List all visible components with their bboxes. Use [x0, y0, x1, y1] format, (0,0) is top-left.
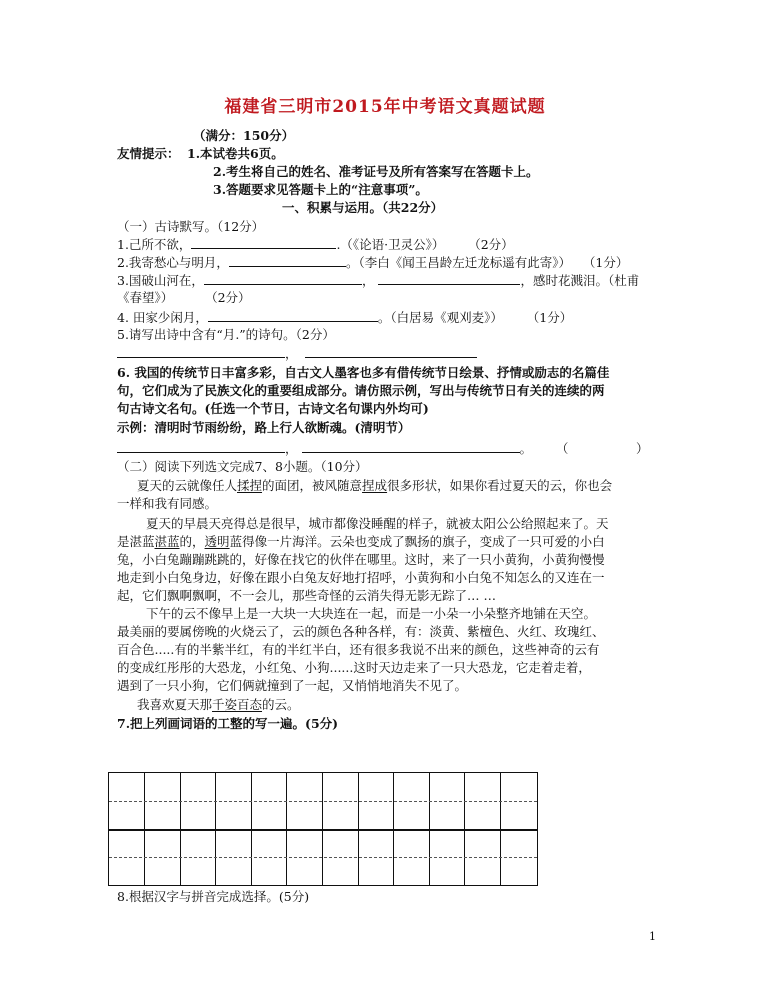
- passage-p2-line3: 兔，小白兔蹦蹦跳跳的，好像在找它的伙伴在哪里。这时，来了一只小黄狗，小黄狗慢慢: [117, 552, 605, 567]
- passage-p2-line5: 起，它们飘啊飘啊，不一会儿，那些奇怪的云消失得无影无踪了… …: [117, 588, 496, 603]
- question-3-cont: [117, 290, 251, 306]
- q6-festival-blank[interactable]: ）: [635, 441, 649, 456]
- passage-p2-line4: 地走到小白兔身边，好像在跟小白兔友好地打招呼，小黄狗和小白兔不知怎么的又连在一: [117, 570, 605, 585]
- q6-blank-2[interactable]: [302, 440, 520, 453]
- passage-p2-line2: 是湛蓝湛蓝的，透明蓝得像一片海洋。云朵也变成了飘扬的旗子，变成了一只可爱的小白: [117, 534, 605, 549]
- question-6-example: 示例：清明时节雨纷纷，路上行人欲断魂。(清明节）: [117, 420, 411, 435]
- question-3: 3.国破山河在， ， ，感时花溅泪。（杜甫: [117, 273, 640, 288]
- q3-text: 3.国破山河在，: [117, 273, 204, 288]
- q4-blank[interactable]: [208, 309, 378, 322]
- question-6-line-1: 6. 我国的传统节日丰富多彩，自古文人墨客也多有借传统节日绘景、抒情或励志的名篇佳: [117, 365, 610, 380]
- q3-tail: ，感时花溅泪。（杜甫: [520, 273, 640, 288]
- full-score: （满分：150分）: [193, 128, 295, 143]
- marked-word: 揉捏: [237, 478, 263, 493]
- tip-2: 2.考生将自己的姓名、准考证号及所有答案写在答题卡上。: [213, 164, 539, 179]
- page-title: 福建省三明市2015年中考语文真题试题: [224, 97, 546, 117]
- part-heading: （一）古诗默写。（12分）: [117, 219, 265, 234]
- question-5-answer: ，: [117, 345, 477, 362]
- marked-word: 捏成: [362, 478, 388, 493]
- q3-score: （2分）: [205, 290, 251, 305]
- q5-blank-2[interactable]: [305, 345, 477, 358]
- q4-source: 。（白居易《观刈麦》）: [377, 310, 503, 325]
- passage-p1-line2: 一样和我有同感。: [117, 496, 218, 511]
- tip-3: 3.答题要求见答题卡上的“注意事项”。: [213, 182, 428, 197]
- q5-blank-1[interactable]: [117, 345, 285, 358]
- marked-word: 千姿百态: [212, 697, 263, 712]
- writing-grid[interactable]: [108, 772, 538, 886]
- question-6-line-3: 句古诗文名句。(任选一个节日，古诗文名句课内外均可): [117, 401, 429, 416]
- q1-blank[interactable]: [191, 236, 336, 249]
- q2-score: （1分）: [582, 255, 629, 270]
- question-6-answer: ， 。 （ ）: [117, 440, 648, 457]
- tip-1: 1.本试卷共6页。: [187, 146, 284, 161]
- passage-p3-line4: 的变成红彤彤的大恐龙，小红兔、小狗......这时天边走来了一只大恐龙，它走着走着，: [117, 660, 591, 675]
- question-1: [117, 236, 514, 253]
- question-4: [117, 309, 572, 326]
- passage-p3-line3: 百合色.....有的半紫半红，有的半红半白，还有很多我说不出来的颜色，这些神奇的云有: [117, 642, 600, 657]
- q4-text: 4. 田家少闲月，: [117, 310, 208, 325]
- q1-score: （2分）: [468, 237, 514, 252]
- passage-p3-line5: 遇到了一只小狗，它们俩就撞到了一起，又悄悄地消失不见了。: [117, 678, 468, 693]
- q1-source: .（《论语·卫灵公》）: [336, 237, 445, 252]
- reading-heading: （二）阅读下列选文完成7、8小题。（10分）: [117, 459, 368, 474]
- passage-p4: 我喜欢夏天那千姿百态的云。: [137, 697, 300, 712]
- q2-source: 。（李白《闻王昌龄左迁龙标遥有此寄》）: [345, 255, 571, 270]
- question-8: 8.根据汉字与拼音完成选择。(5分): [117, 889, 310, 904]
- marked-word: 透明: [204, 534, 230, 549]
- page-number: 1: [649, 930, 656, 943]
- question-6-line-2: 句，它们成为了民族文化的重要组成部分。请仿照示例，写出与传统节日有关的连续的两: [117, 383, 605, 398]
- q6-blank-1[interactable]: [117, 440, 285, 453]
- q3-blank-2[interactable]: [378, 272, 520, 285]
- passage-p1-line1: 夏天的云就像任人揉捏的面团，被风随意捏成很多形状，如果你看过夏天的云，你也会: [137, 478, 613, 493]
- question-5: 5.请写出诗中含有“月.”的诗句。（2分）: [117, 327, 335, 342]
- question-2: [117, 254, 628, 271]
- passage-p3-line2: 最美丽的要属傍晚的火烧云了，云的颜色各种各样，有：淡黄、紫檀色、火红、玫瑰红、: [117, 624, 605, 639]
- question-7: 7.把上列画词语的工整的写一遍。(5分): [117, 716, 339, 731]
- marked-word: 湛蓝: [154, 534, 180, 549]
- section-heading: 一、积累与运用。（共22分）: [282, 200, 444, 215]
- q2-text: 2.我寄愁心与明月，: [117, 255, 229, 270]
- q4-score: （1分）: [526, 310, 573, 325]
- passage-p2-line1: 夏天的早晨天亮得总是很早，城市都像没睡醒的样子，就被太阳公公给照起来了。天: [146, 516, 609, 531]
- passage-p3-line1: 下午的云不像早上是一大块一大块连在一起，而是一小朵一小朵整齐地铺在天空。: [146, 606, 597, 621]
- q2-blank[interactable]: [229, 254, 346, 267]
- q3-blank-1[interactable]: [204, 272, 362, 285]
- tips-label: 友情提示：: [117, 146, 180, 161]
- q3-source: 《春望》）: [117, 290, 174, 305]
- q1-text: 1.己所不欲，: [117, 237, 192, 252]
